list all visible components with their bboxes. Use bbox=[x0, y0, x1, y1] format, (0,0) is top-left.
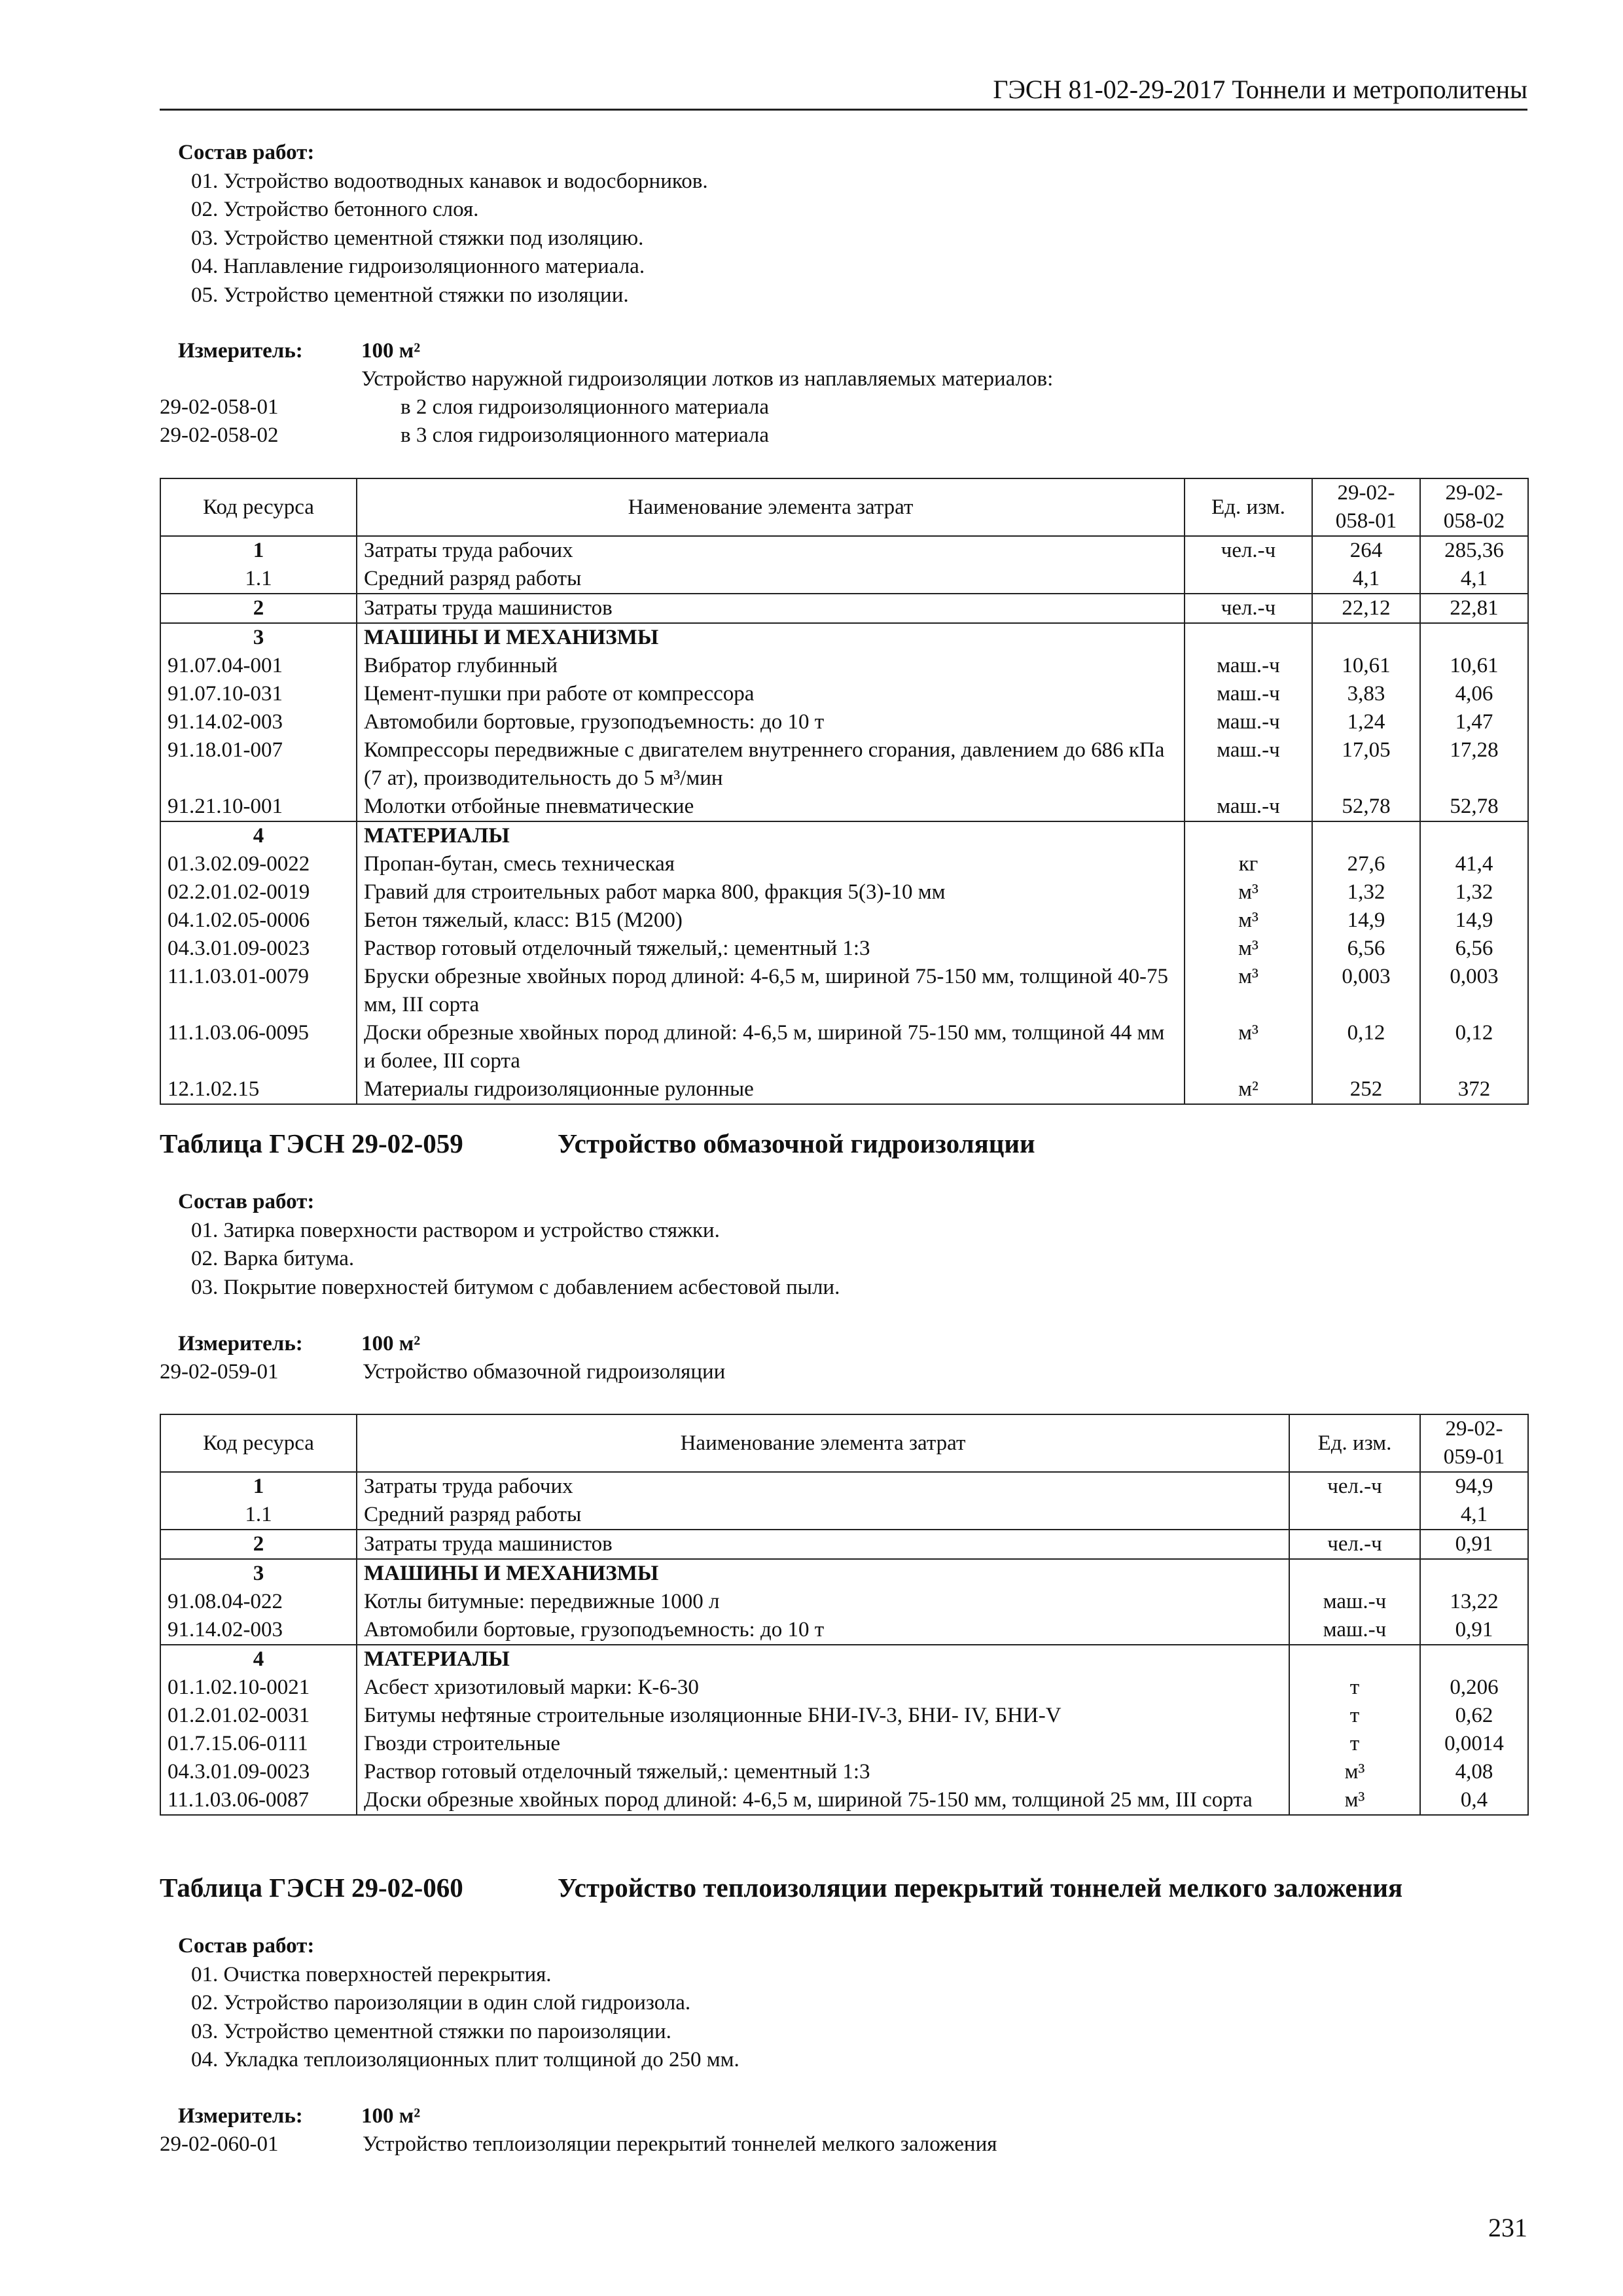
work-item: 02. Варка битума. bbox=[191, 1247, 355, 1270]
meter-label: Измеритель: bbox=[178, 1332, 303, 1355]
table-section-row: 4 МАТЕРИАЛЫ bbox=[160, 1645, 1528, 1674]
table-label-060: Таблица ГЭСН 29-02-060 bbox=[160, 1873, 463, 1903]
work-item: 04. Наплавление гидроизоляционного материала. bbox=[191, 255, 645, 278]
work-item: 05. Устройство цементной стяжки по изоляции. bbox=[191, 283, 629, 307]
work-item: 01. Затирка поверхности раствором и устройство стяжки. bbox=[191, 1218, 720, 1242]
table-row: 04.1.02.05-0006 Бетон тяжелый, класс: В15 (М200) м³ 14,9 14,9 bbox=[160, 906, 1528, 935]
item-desc: Устройство обмазочной гидроизоляции bbox=[363, 1360, 726, 1384]
resource-table-2 bbox=[160, 1414, 1529, 1816]
item-code: 29-02-058-02 bbox=[160, 423, 279, 447]
table-title-059: Устройство обмазочной гидроизоляции bbox=[558, 1128, 1035, 1158]
running-header: ГЭСН 81-02-29-2017 Тоннели и метрополитены bbox=[160, 71, 1527, 111]
meter-value: 100 м² bbox=[361, 2104, 421, 2128]
work-item: 02. Устройство пароизоляции в один слой гидроизола. bbox=[191, 1991, 691, 2015]
header-code: Код ресурса bbox=[160, 1414, 357, 1472]
item-row bbox=[160, 393, 1469, 422]
table-row: 91.07.04-001 Вибратор глубинный маш.-ч 10,61 10,61 bbox=[160, 652, 1528, 680]
work-item: 03. Устройство цементной стяжки по пароизоляции. bbox=[191, 2019, 671, 2043]
table-row: 01.7.15.06-0111 Гвозди строительные т 0,0014 bbox=[160, 1730, 1528, 1758]
table-row: 12.1.02.15 Материалы гидроизоляционные рулонные м² 252 372 bbox=[160, 1075, 1528, 1104]
work-item: 01. Очистка поверхностей перекрытия. bbox=[191, 1962, 552, 1986]
header-col-1: 29-02- 058-01 bbox=[1312, 478, 1420, 536]
table-title-060: Устройство теплоизоляции перекрытий тоннелей мелкого заложения bbox=[558, 1873, 1403, 1903]
table-row: 01.1.02.10-0021 Асбест хризотиловый марки: К-6-30 т 0,206 bbox=[160, 1674, 1528, 1702]
table-section-row: 3 МАШИНЫ И МЕХАНИЗМЫ bbox=[160, 1559, 1528, 1588]
item-desc: в 2 слоя гидроизоляционного материала bbox=[401, 395, 770, 419]
header-unit: Ед. изм. bbox=[1289, 1414, 1420, 1472]
table-row: 11.1.03.01-0079 Бруски обрезные хвойных пород длиной: 4-6,5 м, шириной 75-150 мм, толщиной 40-75 мм, III сорта м³ 0,003 0,003 bbox=[160, 963, 1528, 1019]
table-row: 04.3.01.09-0023 Раствор готовый отделочный тяжелый,: цементный 1:3 м³ 6,56 6,56 bbox=[160, 935, 1528, 963]
meter-row-3 bbox=[178, 2102, 1421, 2131]
work-item: 02. Устройство бетонного слоя. bbox=[191, 198, 479, 221]
table-row: 2 Затраты труда машинистов чел.-ч 22,12 22,81 bbox=[160, 594, 1528, 623]
table-row: 11.1.03.06-0087 Доски обрезные хвойных пород длиной: 4-6,5 м, шириной 75-150 мм, толщиной 25 мм, III сорта м³ 0,4 bbox=[160, 1786, 1528, 1815]
table-row: 1 Затраты труда рабочих чел.-ч 94,9 bbox=[160, 1472, 1528, 1501]
meter-row-2 bbox=[178, 1330, 1421, 1359]
table-row: 02.2.01.02-0019 Гравий для строительных работ марка 800, фракция 5(3)-10 мм м³ 1,32 1,32 bbox=[160, 878, 1528, 906]
item-desc: в 3 слоя гидроизоляционного материала bbox=[401, 423, 770, 447]
table-row: 91.08.04-022 Котлы битумные: передвижные 1000 л маш.-ч 13,22 bbox=[160, 1588, 1528, 1616]
table-row: 1 Затраты труда рабочих чел.-ч 264 285,36 bbox=[160, 536, 1528, 565]
table-row: 91.14.02-003 Автомобили бортовые, грузоподъемность: до 10 т маш.-ч 0,91 bbox=[160, 1616, 1528, 1645]
item-code: 29-02-059-01 bbox=[160, 1360, 279, 1384]
item-row bbox=[160, 422, 1469, 450]
table-row: 91.14.02-003 Автомобили бортовые, грузоподъемность: до 10 т маш.-ч 1,24 1,47 bbox=[160, 708, 1528, 736]
item-code: 29-02-060-01 bbox=[160, 2132, 279, 2156]
table-row: 04.3.01.09-0023 Раствор готовый отделочный тяжелый,: цементный 1:3 м³ 4,08 bbox=[160, 1758, 1528, 1786]
meter-value: 100 м² bbox=[361, 339, 421, 363]
item-row bbox=[160, 1358, 1469, 1387]
table-row: 2 Затраты труда машинистов чел.-ч 0,91 bbox=[160, 1530, 1528, 1559]
meter-value: 100 м² bbox=[361, 1332, 421, 1355]
table-row: 01.2.01.02-0031 Битумы нефтяные строительные изоляционные БНИ-IV-3, БНИ- IV, БНИ-V т 0,62 bbox=[160, 1702, 1528, 1730]
work-item: 01. Устройство водоотводных канавок и водосборников. bbox=[191, 169, 708, 193]
table-row: 01.3.02.09-0022 Пропан-бутан, смесь техническая кг 27,6 41,4 bbox=[160, 850, 1528, 878]
table-section-row: 4 МАТЕРИАЛЫ bbox=[160, 821, 1528, 850]
work-title: Состав работ: bbox=[178, 1190, 315, 1213]
item-row bbox=[160, 2130, 1469, 2159]
work-title: Состав работ: bbox=[178, 141, 315, 164]
work-composition-1 bbox=[178, 139, 1421, 310]
header-col-1: 29-02- 059-01 bbox=[1420, 1414, 1528, 1472]
item-desc: Устройство теплоизоляции перекрытий тоннелей мелкого заложения bbox=[363, 2132, 997, 2156]
work-item: 04. Укладка теплоизоляционных плит толщиной до 250 мм. bbox=[191, 2048, 740, 2072]
work-title: Состав работ: bbox=[178, 1934, 315, 1958]
table-row: 91.18.01-007 Компрессоры передвижные с двигателем внутреннего сгорания, давлением до 686 кПа (7 ат), производительность до 5 м³/мин маш.-ч 17,05 17,28 bbox=[160, 736, 1528, 793]
work-item: 03. Устройство цементной стяжки под изоляцию. bbox=[191, 226, 644, 250]
meter-label: Измеритель: bbox=[178, 2104, 303, 2128]
page-number: 231 bbox=[1488, 2213, 1527, 2242]
work-composition-3 bbox=[178, 1932, 1421, 2075]
table-section-row: 3 МАШИНЫ И МЕХАНИЗМЫ bbox=[160, 623, 1528, 652]
work-item: 03. Покрытие поверхностей битумом с добавлением асбестовой пыли. bbox=[191, 1275, 840, 1299]
header-name: Наименование элемента затрат bbox=[357, 478, 1185, 536]
resource-table-1 bbox=[160, 478, 1529, 1105]
item-code: 29-02-058-01 bbox=[160, 395, 279, 419]
table-row: 11.1.03.06-0095 Доски обрезные хвойных пород длиной: 4-6,5 м, шириной 75-150 мм, толщиной 44 мм и более, III сорта м³ 0,12 0,12 bbox=[160, 1019, 1528, 1075]
header-name: Наименование элемента затрат bbox=[357, 1414, 1289, 1472]
table-row: 91.07.10-031 Цемент-пушки при работе от компрессора маш.-ч 3,83 4,06 bbox=[160, 680, 1528, 708]
table-label-059: Таблица ГЭСН 29-02-059 bbox=[160, 1128, 463, 1158]
meter-label: Измеритель: bbox=[178, 339, 303, 363]
work-composition-2 bbox=[178, 1188, 1421, 1302]
table-row: 1.1 Средний разряд работы 4,1 4,1 bbox=[160, 565, 1528, 594]
meter-row-1 bbox=[178, 337, 1421, 366]
header-unit: Ед. изм. bbox=[1185, 478, 1312, 536]
table-row: 1.1 Средний разряд работы 4,1 bbox=[160, 1501, 1528, 1530]
header-code: Код ресурса bbox=[160, 478, 357, 536]
table-row: 91.21.10-001 Молотки отбойные пневматические маш.-ч 52,78 52,78 bbox=[160, 793, 1528, 821]
header-col-2: 29-02- 058-02 bbox=[1420, 478, 1528, 536]
group-description: Устройство наружной гидроизоляции лотков из наплавляемых материалов: bbox=[361, 367, 1054, 391]
